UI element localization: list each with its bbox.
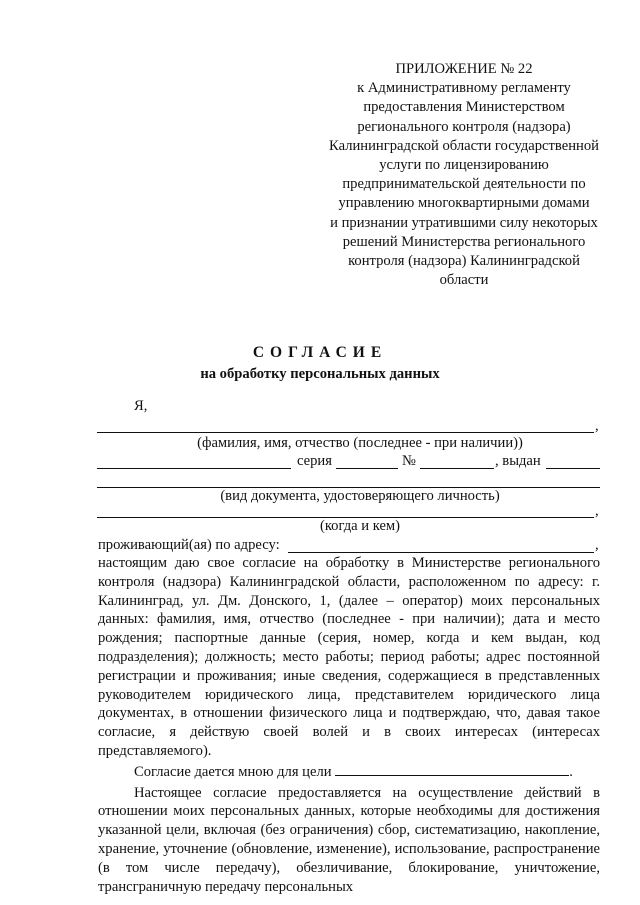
purpose-end: . [569, 763, 573, 780]
ya-label: Я, [134, 398, 148, 414]
full-name-comma: , [595, 418, 599, 434]
address-field[interactable] [288, 552, 594, 553]
issued-by-comma: , [595, 503, 599, 519]
address-comma: , [595, 537, 599, 553]
document-type-caption: (вид документа, удостоверяющего личность) [220, 488, 500, 504]
actions-paragraph: Настоящее согласие предоставляется на осуществление действий в отношении моих персональных данных, которые необходимы для достижения указанной цели, включая (без ограничения) сбор, систематизацию, накопление, хранение, уточнение (обновление, изменение), использование, распространение (в том числе передачу), обезличивание, блокирование, уничтожение, трансграничную передачу персональных [98, 784, 600, 895]
appendix-line: Калининградской области государственной [329, 137, 599, 154]
appendix-line: регионального контроля (надзора) [357, 118, 571, 135]
purpose-label: Согласие дается мною для цели [134, 763, 332, 780]
appendix-line: управлению многоквартирными домами [338, 195, 590, 212]
document-type-field[interactable] [97, 468, 291, 469]
purpose-field[interactable] [335, 763, 569, 776]
issued-field[interactable] [546, 468, 600, 469]
issued-label: , выдан [495, 453, 541, 469]
appendix-line: и признании утратившими силу некоторых [330, 214, 598, 231]
full-name-field[interactable] [97, 432, 594, 433]
series-field[interactable] [336, 468, 398, 469]
address-label: проживающий(ая) по адресу: [98, 537, 280, 553]
document-subtitle: на обработку персональных данных [200, 366, 440, 382]
purpose-paragraph [98, 763, 600, 782]
consent-paragraph: настоящим даю свое согласие на обработку в Министерстве регионального контроля (надзора) Калининградской области, расположенном по адресу: г. Калининград, ул. Дм. Донского, 1, (далее – оператор) моих персональных данных: фамилия, имя, отчество (последнее - при наличии); дата и место рождения; паспортные данные (серия, номер, когда и кем выдан, код подразделения); должность; место работы; период работы; адрес постоянной регистрации и проживания; иные сведения, содержащиеся в представленных руководителем юридического лица, представителем юридического лица документах, в отношении физического лица и подтверждаю, что, давая такое согласие, я действую своей волей и в своих интересах (интересах представляемого). [98, 555, 600, 759]
full-name-caption: (фамилия, имя, отчество (последнее - при наличии)) [197, 435, 523, 451]
document-title: СОГЛАСИЕ [252, 344, 388, 361]
issued-by-caption: (когда и кем) [319, 518, 401, 534]
number-field[interactable] [420, 468, 494, 469]
appendix-line: к Административному регламенту [357, 80, 571, 97]
appendix-line: услуги по лицензированию [379, 157, 549, 174]
appendix-line: ПРИЛОЖЕНИЕ № 22 [395, 61, 533, 77]
appendix-line: области [439, 272, 489, 289]
appendix-line: решений Министерства регионального [342, 233, 586, 250]
appendix-header [318, 60, 610, 290]
consent-body [98, 554, 600, 896]
appendix-line: предоставления Министерством [363, 99, 565, 116]
appendix-line: контроля (надзора) Калининградской [348, 253, 580, 270]
number-label: № [402, 453, 416, 469]
series-label: серия [297, 453, 332, 469]
appendix-line: предпринимательской деятельности по [342, 176, 586, 193]
